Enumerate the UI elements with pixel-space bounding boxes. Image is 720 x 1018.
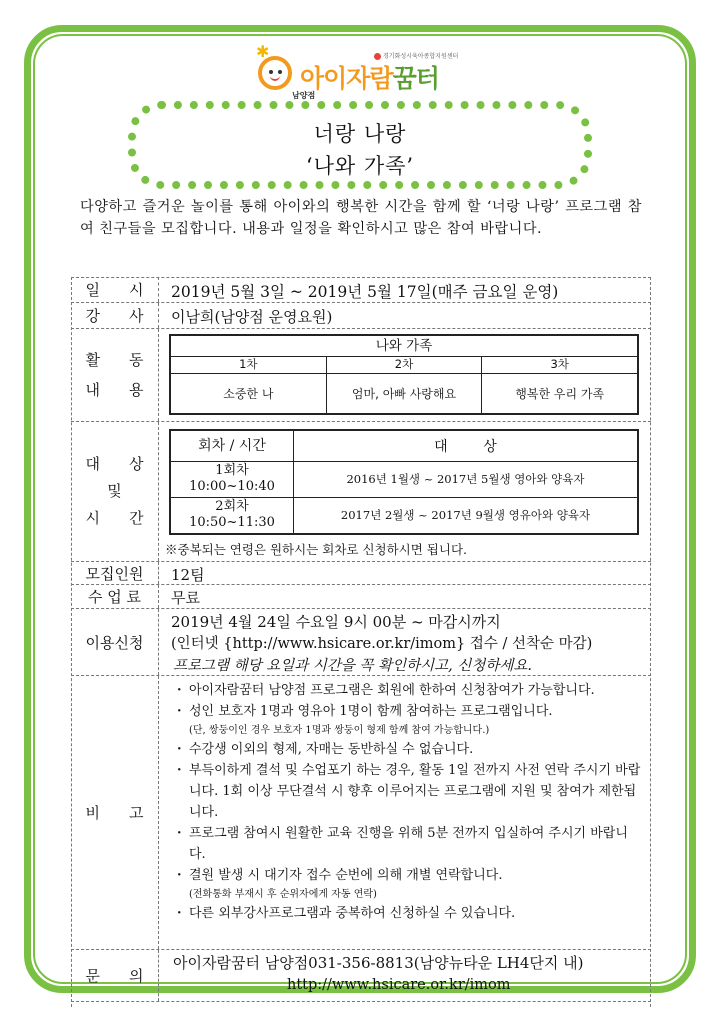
row-label bbox=[71, 329, 159, 421]
label-char: 문 bbox=[85, 967, 100, 985]
label-char: 시 bbox=[85, 509, 100, 527]
row-value bbox=[159, 562, 651, 584]
remarks-list bbox=[173, 680, 643, 924]
label-char: 사 bbox=[129, 307, 144, 325]
list-item: · 결원 발생 시 대기자 접수 순번에 의해 개별 연락합니다. bbox=[173, 865, 643, 886]
contact-phone: 아이자람꿈터 남양점031-356-8813(남양뉴타운 LH4단지 내) bbox=[173, 954, 584, 972]
capacity-value: 12팀 bbox=[171, 566, 205, 584]
logo-org-text: 경기화성시육아종합지원센터 bbox=[383, 53, 459, 60]
row-remarks bbox=[71, 676, 651, 950]
label-char: 대 bbox=[85, 455, 100, 473]
schedule-header-target: 대 상 bbox=[434, 439, 497, 455]
fee-value: 무료 bbox=[171, 589, 200, 607]
row-label bbox=[71, 422, 159, 561]
label-char: 시 bbox=[129, 281, 144, 299]
program-column: 3차 bbox=[550, 357, 569, 371]
row-value bbox=[159, 676, 651, 949]
list-item: · 다른 외부강사프로그램과 중복하여 신청하실 수 있습니다. bbox=[173, 903, 643, 924]
schedule-session bbox=[171, 497, 294, 533]
label-char: 활 bbox=[85, 351, 100, 369]
program-title: 나와 가족 bbox=[171, 336, 637, 357]
label-char: 비 bbox=[85, 804, 100, 822]
list-item-note: (단, 쌍둥이인 경우 보호자 1명과 쌍둥이 형제 함께 참여 가능합니다.) bbox=[189, 725, 490, 736]
intro-text: 다양하고 즐거운 놀이를 통해 아이와의 행복한 시간을 함께 할 ‘너랑 나랑’ 프로그램 참여 친구들을 모집합니다. 내용과 일정을 확인하시고 많은 참여 바랍니다. bbox=[80, 199, 642, 237]
label-char: 의 bbox=[129, 967, 144, 985]
row-target bbox=[71, 422, 651, 562]
list-item: · 성인 보호자 1명과 영유아 1명이 함께 참여하는 프로그램입니다. bbox=[173, 701, 643, 722]
row-label bbox=[71, 303, 159, 328]
apply-method: (인터넷 {http://www.hsicare.or.kr/imom} 접수 / 선착순 마감) bbox=[171, 636, 593, 652]
row-value bbox=[159, 609, 651, 675]
row-value bbox=[159, 585, 651, 608]
org-mark-icon bbox=[374, 53, 381, 60]
list-item: · 아이자람꿈터 남양점 프로그램은 회원에 한하여 신청참여가 가능합니다. bbox=[173, 680, 643, 701]
logo-name-part2: 꿈터 bbox=[392, 64, 439, 93]
teacher-value: 이남희(남양점 운영요원) bbox=[171, 308, 333, 326]
session-target: 2016년 1월생 ~ 2017년 5월생 영아와 양육자 bbox=[346, 472, 585, 486]
row-apply bbox=[71, 609, 651, 676]
program-table bbox=[169, 334, 639, 415]
row-value bbox=[159, 277, 651, 302]
row-label: 수 업 료 bbox=[71, 585, 159, 608]
label-char: 동 bbox=[129, 351, 144, 369]
logo bbox=[256, 42, 476, 104]
row-teacher bbox=[71, 303, 651, 329]
row-capacity bbox=[71, 562, 651, 585]
row-value bbox=[159, 303, 651, 328]
label-char: 용 bbox=[129, 381, 144, 399]
label-char: 고 bbox=[129, 804, 144, 822]
row-label bbox=[71, 950, 159, 1001]
date-value: 2019년 5월 3일 ~ 2019년 5월 17일(매주 금요일 운영) bbox=[171, 283, 559, 301]
row-date bbox=[71, 277, 651, 303]
row-contact bbox=[71, 950, 651, 1002]
schedule-row bbox=[171, 461, 637, 498]
schedule-header-session: 회차 / 시간 bbox=[171, 431, 294, 461]
session-time: 10:00~10:40 bbox=[189, 479, 275, 494]
star-icon: ✱ bbox=[256, 42, 270, 61]
smile-icon bbox=[270, 74, 280, 81]
session-target: 2017년 2월생 ~ 2017년 9월생 영유아와 양육자 bbox=[340, 508, 591, 522]
apply-period: 2019년 4월 24일 수요일 9시 00분 ~ 마감시까지 bbox=[171, 613, 501, 631]
logo-branch: 남양점 bbox=[292, 91, 316, 100]
schedule-row bbox=[171, 497, 637, 533]
program-cells bbox=[171, 373, 637, 413]
session-number: 1회차 bbox=[215, 463, 249, 478]
schedule-note: ※중복되는 연령은 원하시는 회차로 신청하시면 됩니다. bbox=[165, 542, 467, 557]
list-item: · 수강생 이외의 형제, 자매는 동반하실 수 없습니다. bbox=[173, 739, 643, 760]
schedule-header bbox=[171, 431, 637, 462]
label-char: 간 bbox=[129, 509, 144, 527]
label-char: 일 bbox=[85, 281, 100, 299]
row-value bbox=[159, 422, 651, 561]
row-label bbox=[71, 676, 159, 949]
session-number: 2회차 bbox=[215, 499, 249, 514]
schedule-session bbox=[171, 461, 294, 497]
label-char: 및 bbox=[107, 482, 122, 500]
row-value bbox=[159, 950, 651, 1001]
row-label bbox=[71, 277, 159, 302]
program-cell: 행복한 우리 가족 bbox=[515, 386, 605, 401]
logo-org bbox=[374, 51, 458, 60]
title-line1: 너랑 나랑 bbox=[313, 122, 407, 146]
session-time: 10:50~11:30 bbox=[189, 515, 275, 530]
contact-url[interactable]: http://www.hsicare.or.kr/imom bbox=[287, 977, 511, 993]
program-column: 2차 bbox=[327, 356, 483, 373]
label-char: 내 bbox=[85, 381, 100, 399]
row-activity bbox=[71, 329, 651, 422]
apply-notice: 프로그램 해당 요일과 시간을 꼭 확인하시고, 신청하세요. bbox=[173, 658, 533, 674]
schedule-table bbox=[169, 429, 639, 535]
program-column: 1차 bbox=[171, 356, 327, 373]
program-columns bbox=[171, 356, 637, 374]
title-line2: ‘나와 가족’ bbox=[305, 154, 415, 178]
label-char: 상 bbox=[129, 455, 144, 473]
list-item-note: (전화통화 부재시 후 순위자에게 자동 연락) bbox=[189, 889, 377, 900]
child-face-icon bbox=[258, 56, 292, 90]
list-item: · 부득이하게 결석 및 수업포기 하는 경우, 활동 1일 전까지 사전 연락 주시기 바랍니다. 1회 이상 무단결석 시 향후 이루어지는 프로그램에 지원 및 참여가 제한됩니다. bbox=[173, 760, 643, 823]
logo-name bbox=[300, 59, 439, 95]
row-value bbox=[159, 329, 651, 421]
program-cell: 엄마, 아빠 사랑해요 bbox=[327, 373, 483, 413]
list-item: · 프로그램 참여시 원활한 교육 진행을 위해 5분 전까지 입실하여 주시기 바랍니다. bbox=[173, 823, 643, 865]
logo-name-part1: 아이자람 bbox=[300, 64, 393, 93]
row-fee bbox=[71, 585, 651, 609]
row-label: 이용신청 bbox=[71, 609, 159, 675]
label-char: 강 bbox=[85, 307, 100, 325]
row-label: 모집인원 bbox=[71, 562, 159, 584]
program-cell: 소중한 나 bbox=[171, 373, 327, 413]
